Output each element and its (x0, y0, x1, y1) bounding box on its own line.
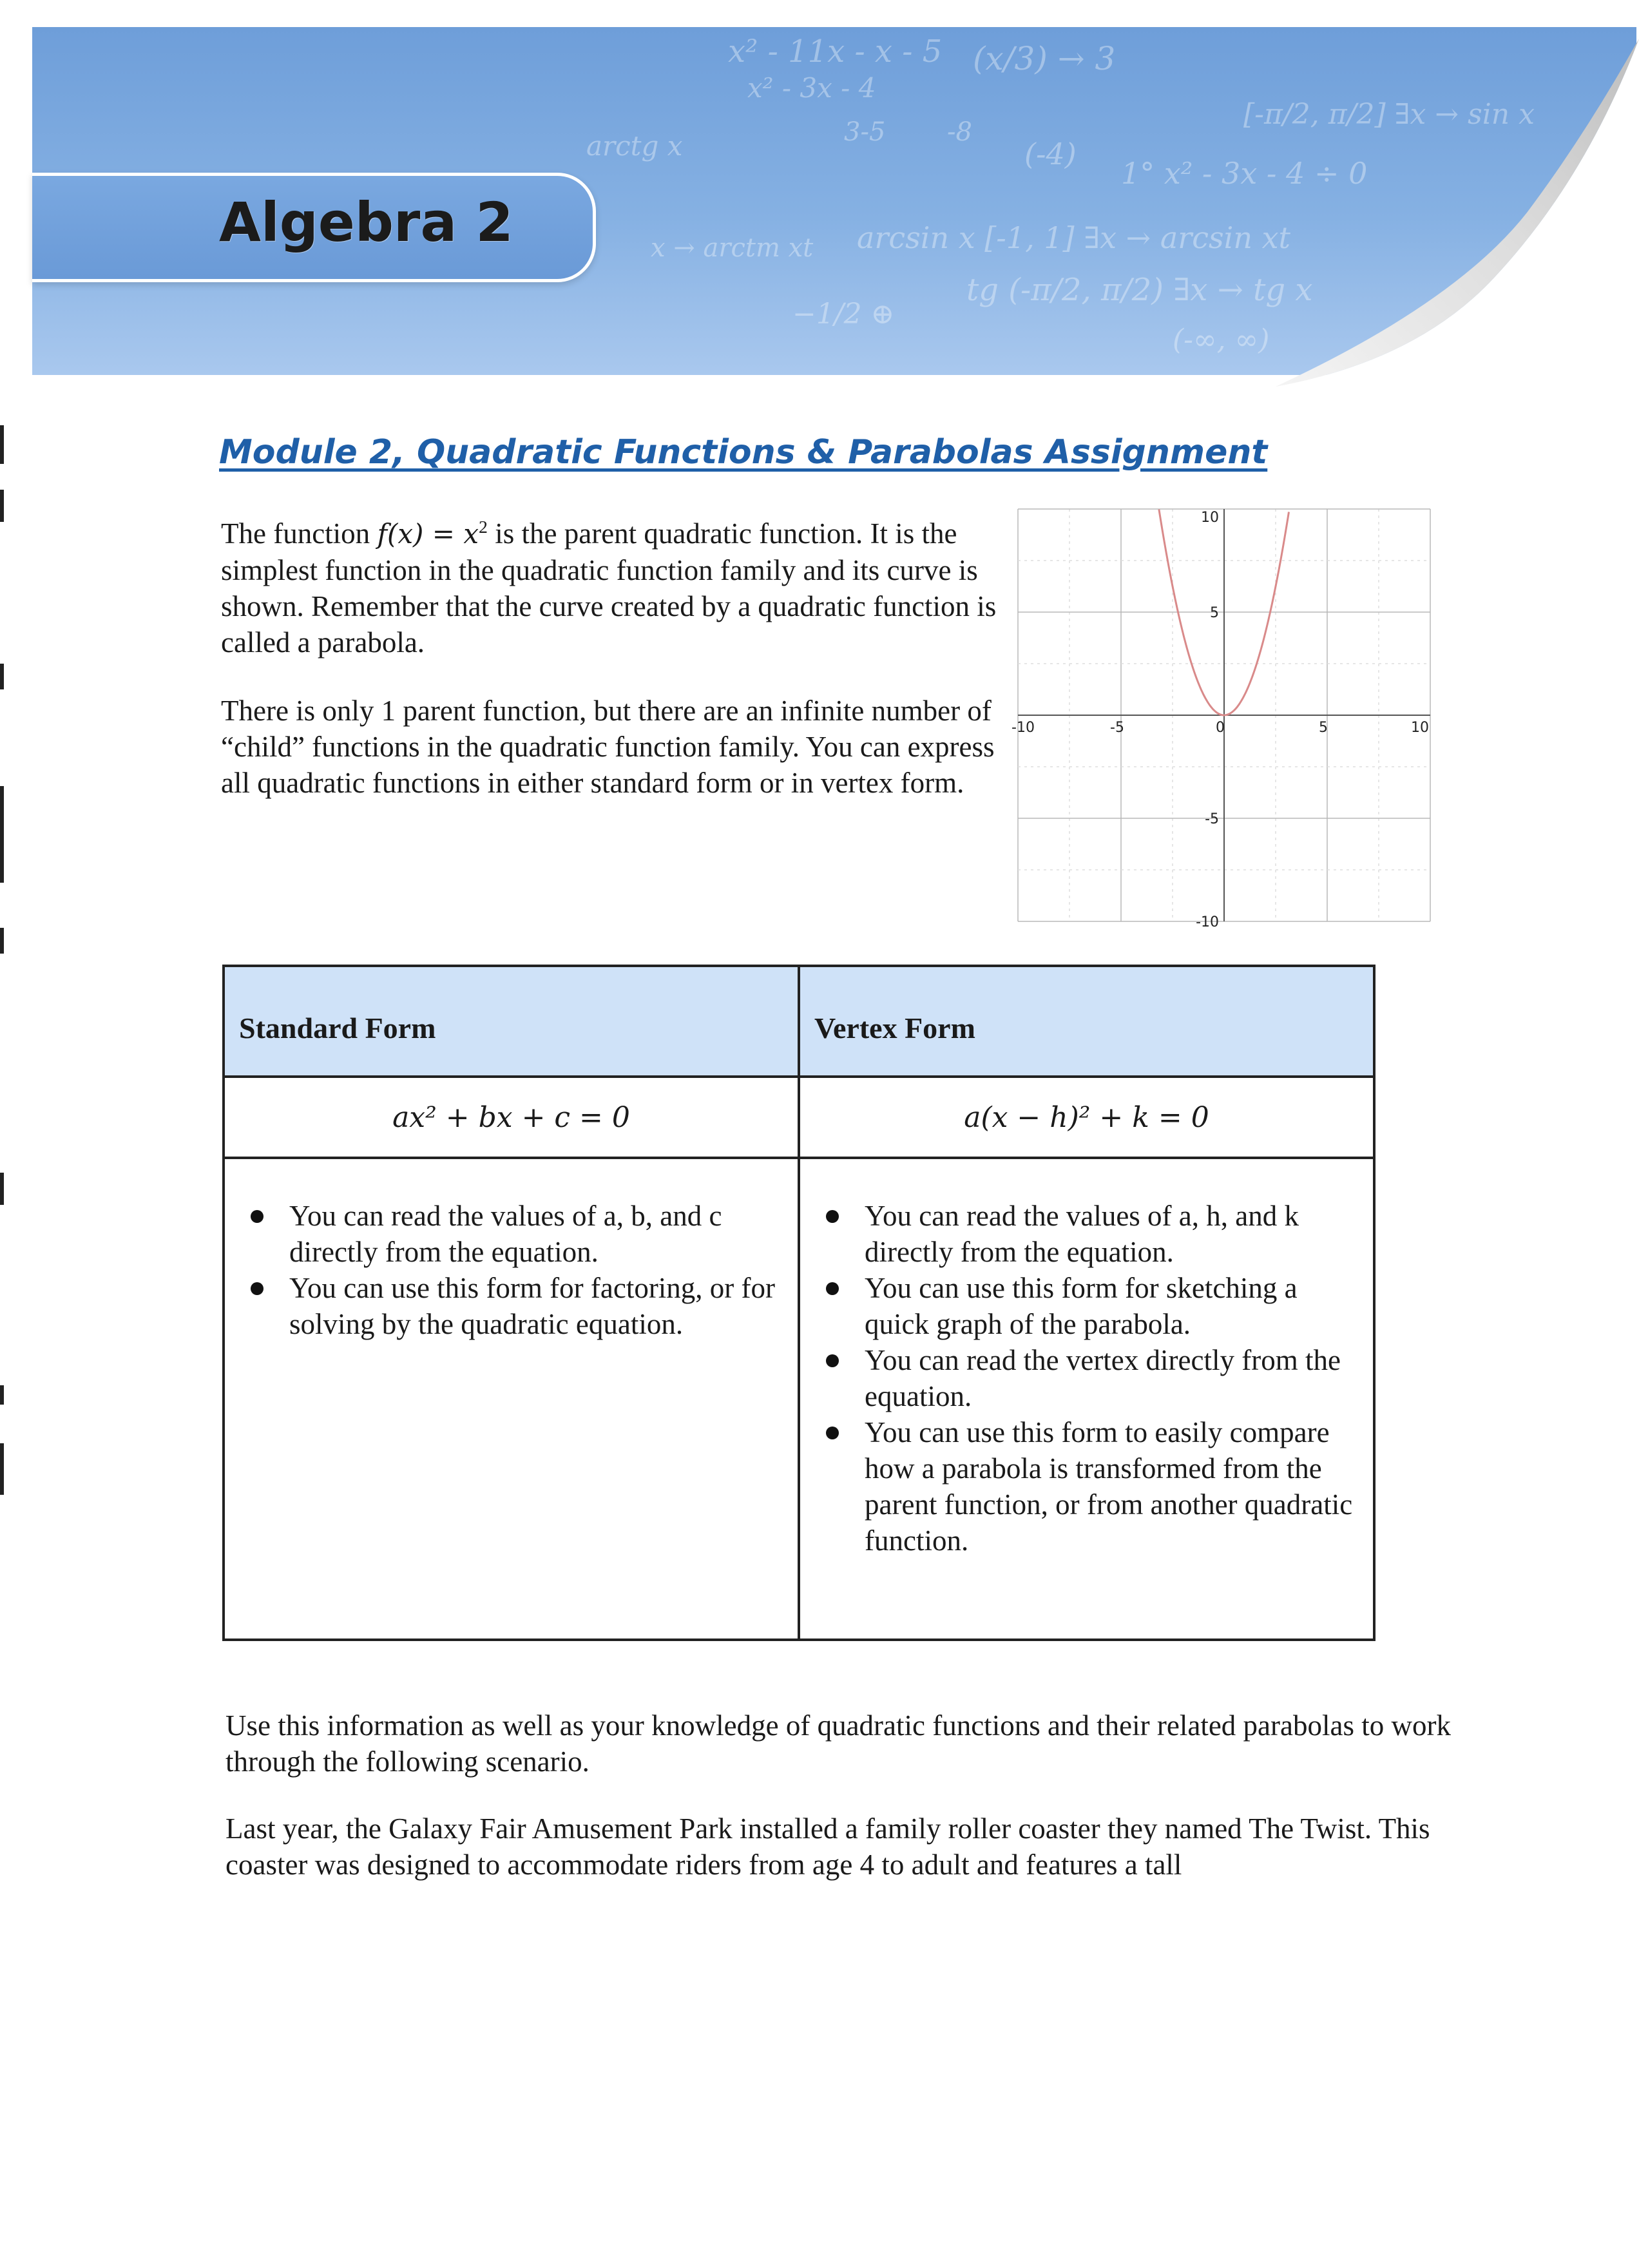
y-tick-label: 10 (1201, 510, 1219, 526)
list-item: You can read the vertex directly from the equation. (865, 1342, 1354, 1414)
forms-comparison-table (222, 965, 1375, 1641)
banner-math: [-π/2, π/2] ∃x → sin x (1243, 98, 1535, 131)
banner-math: tg (-π/2, π/2) ∃x → tg x (966, 272, 1313, 308)
banner-math: (-∞, ∞) (1173, 323, 1270, 356)
banner-math: (-4) (1024, 137, 1077, 171)
banner-math: x → arctm xt (651, 233, 814, 263)
standard-form-notes (224, 1158, 799, 1640)
page-curl-decoration (1224, 0, 1639, 387)
scan-mark (0, 664, 4, 689)
intro-paragraph-1: The function $f(x) = x^2$ is the parent quadratic function. It is the simplest function in the quadratic function family and its curve is shown. Remember that the curve created by a quadratic function is called a parabola. (221, 517, 997, 658)
course-title: Algebra 2 (219, 191, 513, 254)
y-tick-label: -5 (1205, 811, 1219, 827)
vertex-form-equation: a(x − h)² + k = 0 (799, 1077, 1374, 1158)
scan-mark (0, 1443, 4, 1495)
banner-math: x² - 3x - 4 (747, 72, 876, 104)
x-tick-label: 5 (1319, 720, 1328, 736)
scan-mark (0, 928, 4, 954)
x-tick-label: -5 (1110, 720, 1124, 736)
vertex-form-header: Vertex Form (799, 966, 1374, 1077)
scan-mark (0, 425, 4, 464)
standard-form-header: Standard Form (224, 966, 799, 1077)
scenario-paragraph: Last year, the Galaxy Fair Amusement Park installed a family roller coaster they named The Twist. This coaster was designed to accommodate riders from age 4 to adult and features a tall (225, 1812, 1430, 1881)
y-tick-label: 5 (1210, 605, 1219, 621)
vertex-form-notes (799, 1158, 1374, 1640)
x-tick-label: 10 (1411, 720, 1429, 736)
list-item: You can use this form to easily compare how a parabola is transformed from the parent function, or from another quadratic function. (865, 1414, 1354, 1559)
scan-mark (0, 490, 4, 522)
assignment-heading: Module 2, Quadratic Functions & Parabolas Assignment (219, 433, 1268, 472)
standard-form-list (225, 1198, 798, 1342)
list-item: You can use this form for sketching a quick graph of the parabola. (865, 1270, 1354, 1342)
intro-paragraph-2: There is only 1 parent function, but there are an infinite number of “child” functions in the quadratic function family. You can express all quadratic functions in either standard form or in vertex form. (221, 695, 995, 799)
list-item: You can read the values of a, h, and k directly from the equation. (865, 1198, 1354, 1270)
scan-mark (0, 1385, 4, 1405)
x-tick-label: -10 (1011, 720, 1035, 736)
banner-math: −1/2 ⊕ (792, 298, 895, 331)
parent-function-graph (1011, 503, 1437, 928)
vertex-form-list (800, 1198, 1373, 1559)
banner-math: 1° x² - 3x - 4 ÷ 0 (1121, 156, 1368, 191)
banner-math: arctg x (586, 130, 683, 162)
y-tick-label: -10 (1196, 914, 1219, 928)
banner-math: arcsin x [-1, 1] ∃x → arcsin xt (857, 220, 1290, 255)
instruction-paragraph: Use this information as well as your knowledge of quadratic functions and their related parabolas to work through the following scenario. (225, 1709, 1451, 1778)
banner-math: -8 (947, 117, 972, 147)
banner-math: x² - 11x - x - 5 (728, 34, 943, 70)
banner-math: (x/3) → 3 (973, 40, 1116, 77)
banner-math: 3-5 (844, 117, 886, 147)
list-item: You can use this form for factoring, or for solving by the quadratic equation. (289, 1270, 778, 1342)
list-item: You can read the values of a, b, and c directly from the equation. (289, 1198, 778, 1270)
scan-mark (0, 1173, 4, 1205)
math-fx: f(x) (377, 518, 424, 550)
scan-mark (0, 786, 4, 883)
x-tick-label: 0 (1216, 720, 1225, 736)
standard-form-equation: ax² + bx + c = 0 (224, 1077, 799, 1158)
